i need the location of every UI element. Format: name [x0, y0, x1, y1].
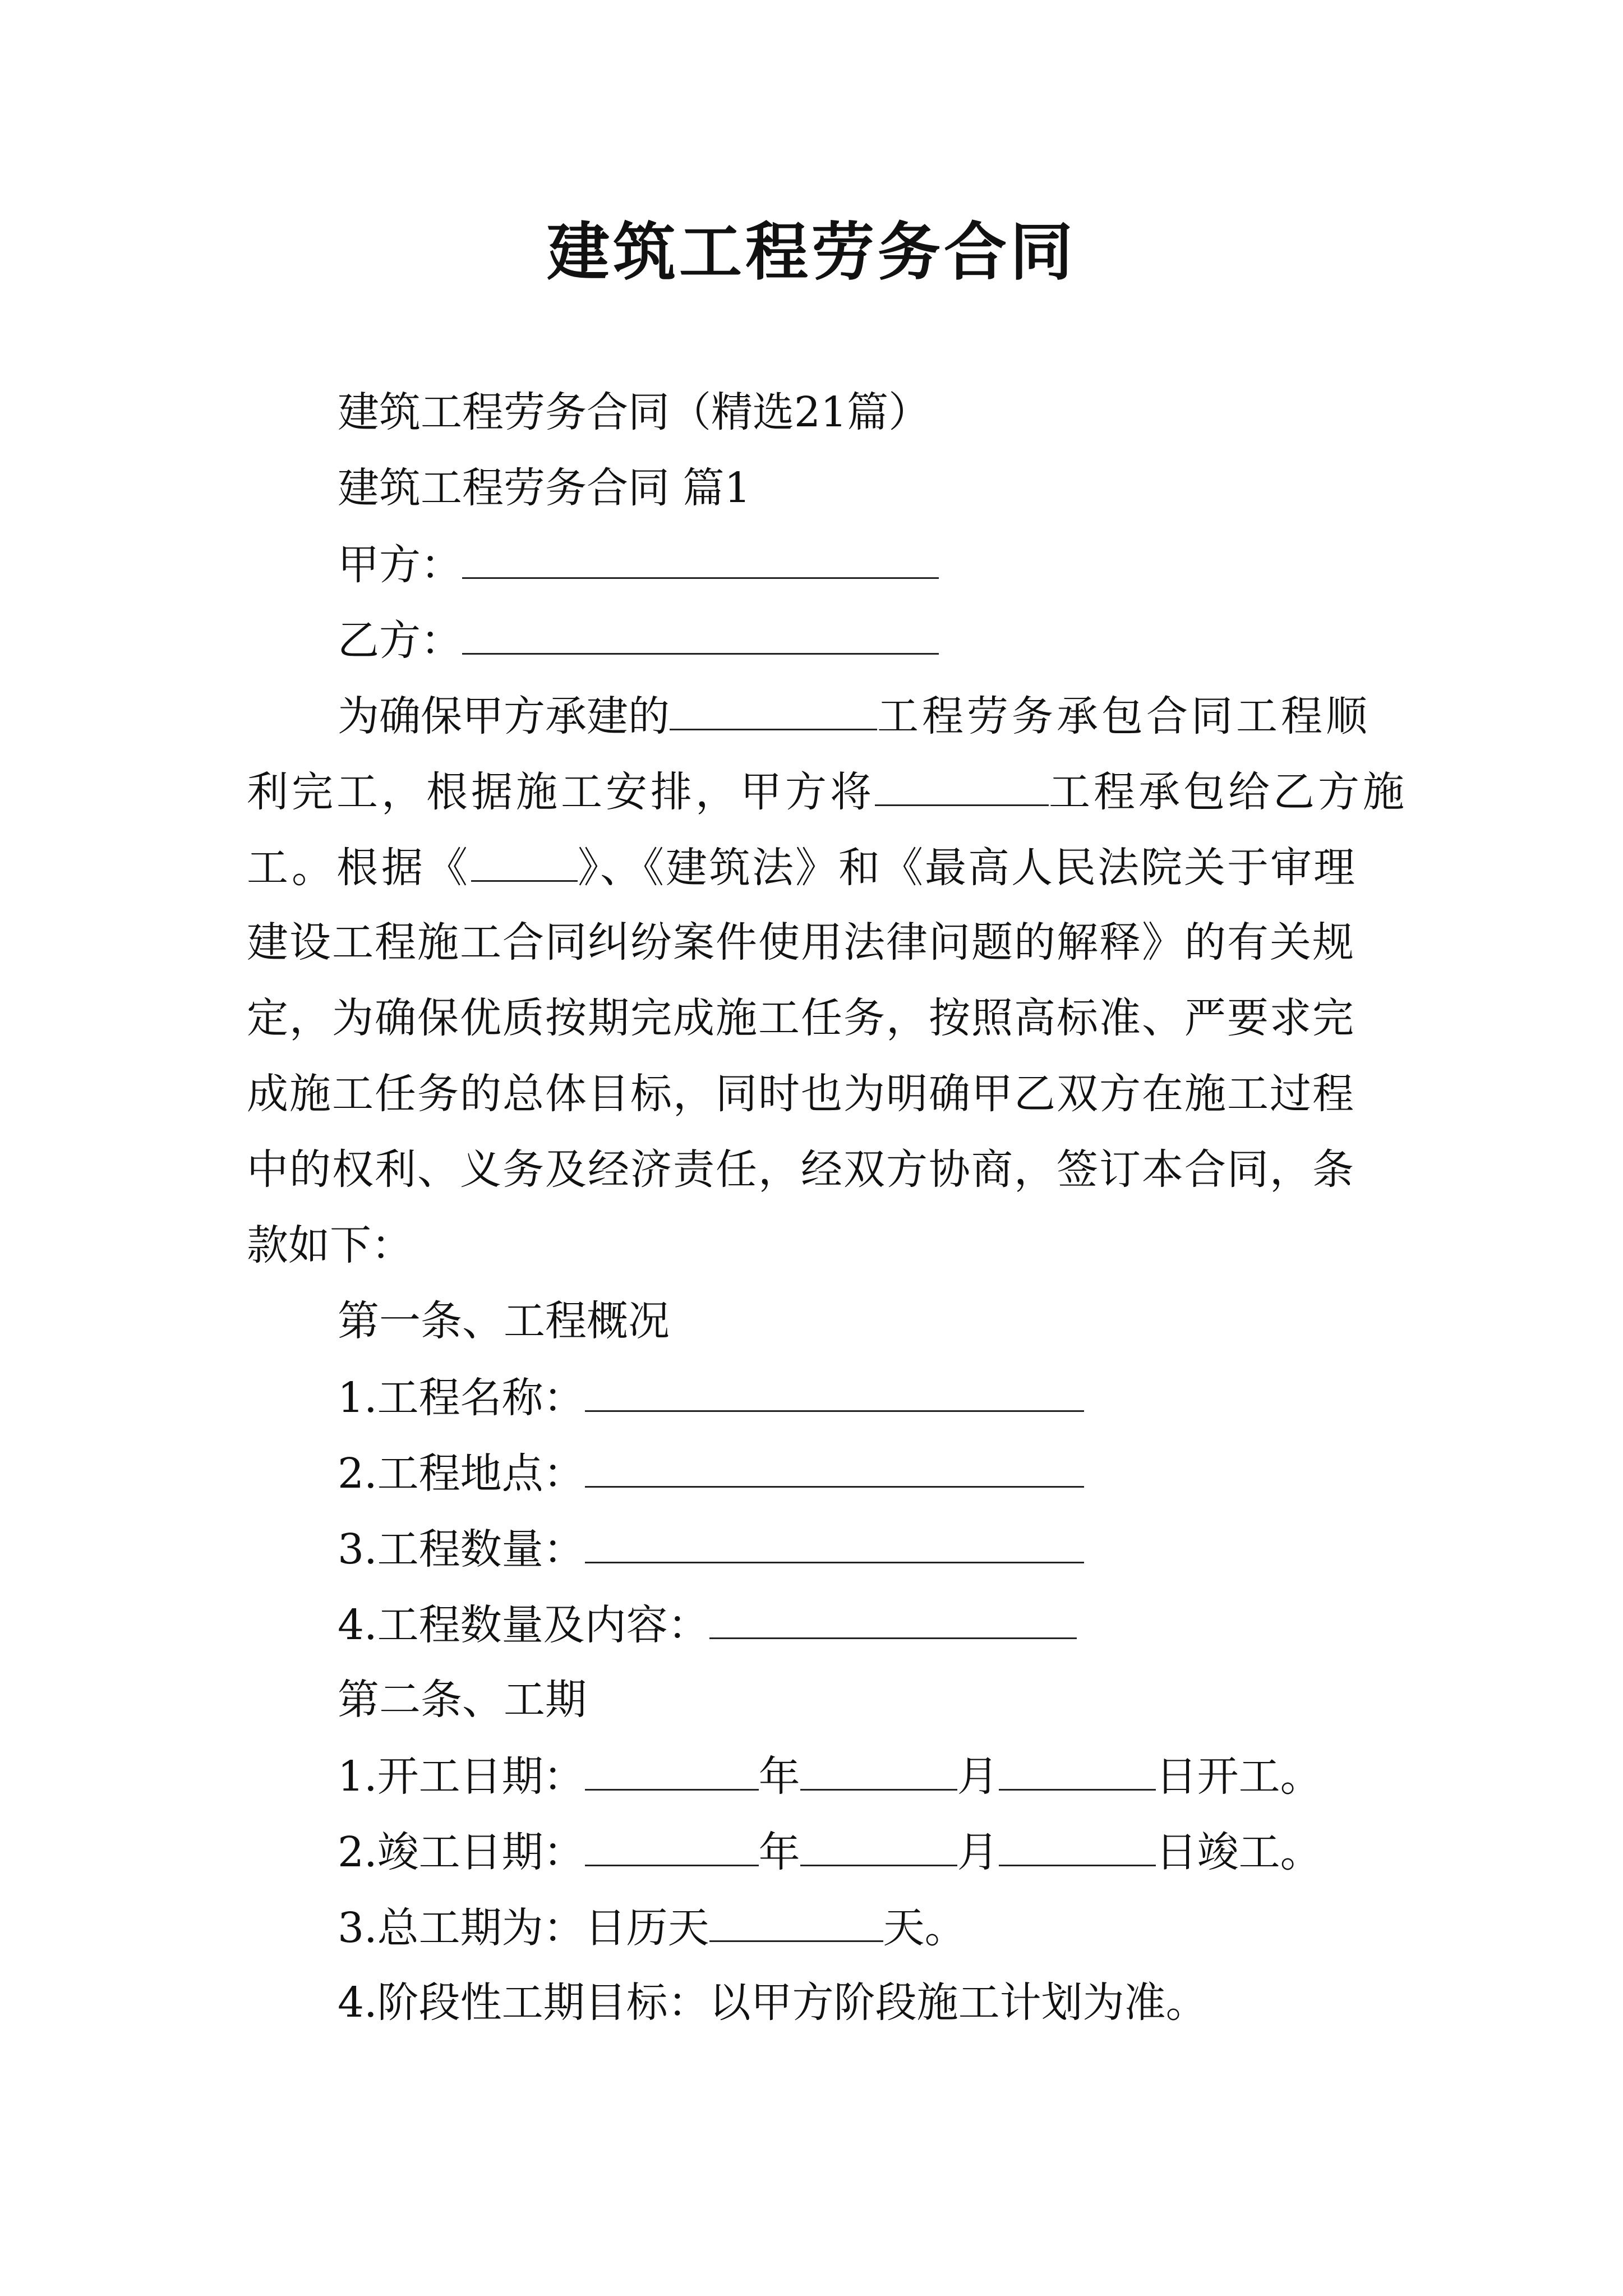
item-label: 4.工程数量及内容： [338, 1601, 709, 1649]
start-day-field [999, 1747, 1156, 1791]
article-1-item-3 [338, 1520, 1084, 1576]
party-a-blank [462, 536, 939, 579]
year-label: 年 [758, 1752, 800, 1801]
end-month-field [800, 1823, 957, 1866]
article-1-item-1 [338, 1369, 1084, 1425]
intro-line-2 [247, 763, 1408, 819]
intro-line-6: 成施工任务的总体目标，同时也为明确甲乙双方在施工过程 [247, 1070, 1355, 1118]
start-month-field [800, 1747, 957, 1791]
days-suffix: 天。 [883, 1904, 966, 1952]
start-date-line [338, 1747, 1322, 1803]
project-location-field [585, 1444, 1084, 1488]
intro-text: 》、《建筑法》和《最高人民法院关于审理 [578, 844, 1357, 892]
intro-text: 为确保甲方承建的 [338, 692, 670, 740]
item-label: 1.工程名称： [338, 1374, 585, 1422]
month-label: 月 [957, 1828, 999, 1876]
intro-line-7: 中的权利、义务及经济责任，经双方协商，签订本合同，条 [247, 1145, 1355, 1194]
project-quantity-field [585, 1520, 1084, 1563]
intro-text: 工。根据《 [247, 844, 471, 892]
end-year-field [585, 1823, 759, 1866]
item-label: 3.总工期为：日历天 [338, 1904, 709, 1952]
law-name-blank [471, 839, 578, 882]
party-b-label: 乙方： [338, 616, 462, 665]
item-label: 1.开工日期： [338, 1752, 585, 1801]
total-days-field [709, 1899, 883, 1942]
project-name-blank [670, 687, 877, 730]
intro-line-4: 建设工程施工合同纠纷案件使用法律问题的解释》的有关规 [247, 918, 1355, 967]
total-duration-line [338, 1899, 966, 1955]
piece-heading: 建筑工程劳务合同 篇1 [338, 464, 751, 512]
intro-text: 工程劳务承包合同工程顺 [877, 692, 1371, 740]
start-year-field [585, 1747, 759, 1791]
article-1-heading: 第一条、工程概况 [338, 1297, 670, 1345]
intro-text: 利完工，根据施工安排，甲方将 [247, 768, 875, 816]
intro-line-5: 定，为确保优质按期完成施工任务，按照高标准、严要求完 [247, 994, 1355, 1042]
item-label: 2.竣工日期： [338, 1828, 585, 1876]
project-name-field [585, 1369, 1084, 1412]
project-content-field [709, 1596, 1077, 1639]
end-day-field [999, 1823, 1156, 1866]
article-2-heading: 第二条、工期 [338, 1676, 587, 1724]
start-suffix: 日开工。 [1155, 1752, 1322, 1801]
subtitle: 建筑工程劳务合同（精选21篇） [338, 388, 930, 436]
stage-target-line: 4.阶段性工期目标：以甲方阶段施工计划为准。 [338, 1978, 1207, 2027]
contract-project-blank [875, 763, 1049, 806]
intro-line-3 [247, 839, 1357, 895]
item-label: 3.工程数量： [338, 1525, 585, 1573]
document-title: 建筑工程劳务合同 [547, 215, 1076, 289]
party-b-blank [462, 611, 939, 655]
item-label: 2.工程地点： [338, 1450, 585, 1498]
party-a-label: 甲方： [338, 541, 462, 589]
end-date-line [338, 1823, 1322, 1879]
intro-line-1 [338, 687, 1371, 743]
year-label: 年 [758, 1828, 800, 1876]
party-b-line [338, 611, 939, 668]
party-a-line [338, 536, 939, 592]
end-suffix: 日竣工。 [1155, 1828, 1322, 1876]
month-label: 月 [957, 1752, 999, 1801]
intro-line-8: 款如下： [247, 1221, 413, 1269]
article-1-item-2 [338, 1444, 1084, 1501]
intro-text: 工程承包给乙方施 [1049, 768, 1408, 816]
article-1-item-4 [338, 1596, 1077, 1652]
